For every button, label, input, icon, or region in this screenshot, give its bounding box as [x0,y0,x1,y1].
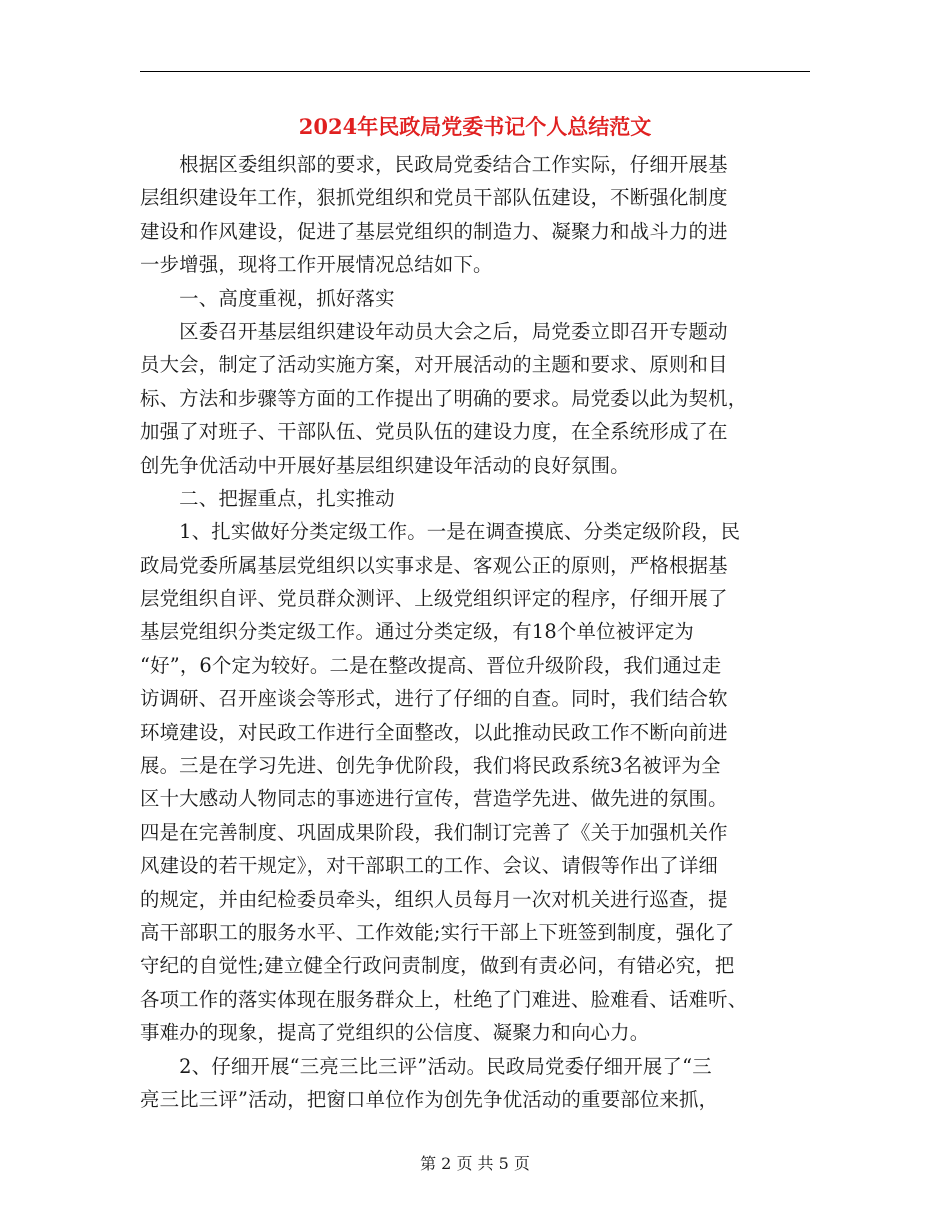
body-line: 层组织建设年工作，狠抓党组织和党员干部队伍建设，不断强化制度 [140,186,728,210]
body-line: 守纪的自觉性;建立健全行政问责制度，做到有责必问，有错必究，把 [140,954,735,978]
body-line: 政局党委所属基层党组织以实事求是、客观公正的原则，严格根据基 [140,553,728,577]
body-line: 一步增强，现将工作开展情况总结如下。 [140,253,493,277]
body-line: 的规定，并由纪检委员牵头，组织人员每月一次对机关进行巡查，提 [140,887,728,911]
body-line: 根据区委组织部的要求，民政局党委结合工作实际，仔细开展基 [140,153,728,176]
header-rule [140,71,810,72]
body-line: 环境建设，对民政工作进行全面整改，以此推动民政工作不断向前进 [140,720,728,744]
body-line: “好”，6个定为较好。二是在整改提高、晋位升级阶段，我们通过走 [140,653,722,677]
body-line: 创先争优活动中开展好基层组织建设年活动的良好氛围。 [140,453,630,477]
document-title: 2024年民政局党委书记个人总结范文 [298,114,652,139]
body-line: 区委召开基层组织建设年动员大会之后，局党委立即召开专题动 [140,319,728,343]
body-line: 层党组织自评、党员群众测评、上级党组织评定的程序，仔细开展了 [140,587,728,611]
body-line: 1、扎实做好分类定级工作。一是在调查摸底、分类定级阶段，民 [140,520,741,544]
page-footer: 第 2 页 共 5 页 [420,1154,530,1173]
body-line: 建设和作风建设，促进了基层党组织的制造力、凝聚力和战斗力的进 [140,219,728,243]
body-line: 四是在完善制度、巩固成果阶段，我们制订完善了《关于加强机关作 [140,820,728,844]
body-line: 加强了对班子、干部队伍、党员队伍的建设力度，在全系统形成了在 [140,420,728,444]
body-line: 展。三是在学习先进、创先争优阶段，我们将民政系统3名被评为全 [140,754,721,778]
body-line: 2、仔细开展“三亮三比三评”活动。民政局党委仔细开展了“三 [140,1054,712,1078]
body-line: 标、方法和步骤等方面的工作提出了明确的要求。局党委以此为契机， [140,386,748,410]
body-line: 区十大感动人物同志的事迹进行宣传，营造学先进、做先进的氛围。 [140,787,728,811]
body-line: 二、把握重点，扎实推动 [140,486,395,510]
body-line: 高干部职工的服务水平、工作效能;实行干部上下班签到制度，强化了 [140,920,735,944]
body-line: 风建设的若干规定》，对干部职工的工作、会议、请假等作出了详细 [140,854,719,878]
document-body [140,148,808,1116]
body-line: 各项工作的落实体现在服务群众上，杜绝了门难进、脸难看、话难听、 [140,987,748,1011]
body-line: 基层党组织分类定级工作。通过分类定级，有18个单位被评定为 [140,620,695,644]
body-line: 一、高度重视，抓好落实 [140,286,395,310]
body-line: 亮三比三评”活动，把窗口单位作为创先争优活动的重要部位来抓， [140,1087,719,1111]
body-line: 员大会，制定了活动实施方案，对开展活动的主题和要求、原则和目 [140,353,728,377]
body-line: 事难办的现象，提高了党组织的公信度、凝聚力和向心力。 [140,1021,650,1045]
body-line: 访调研、召开座谈会等形式，进行了仔细的自查。同时，我们结合软 [140,687,728,711]
